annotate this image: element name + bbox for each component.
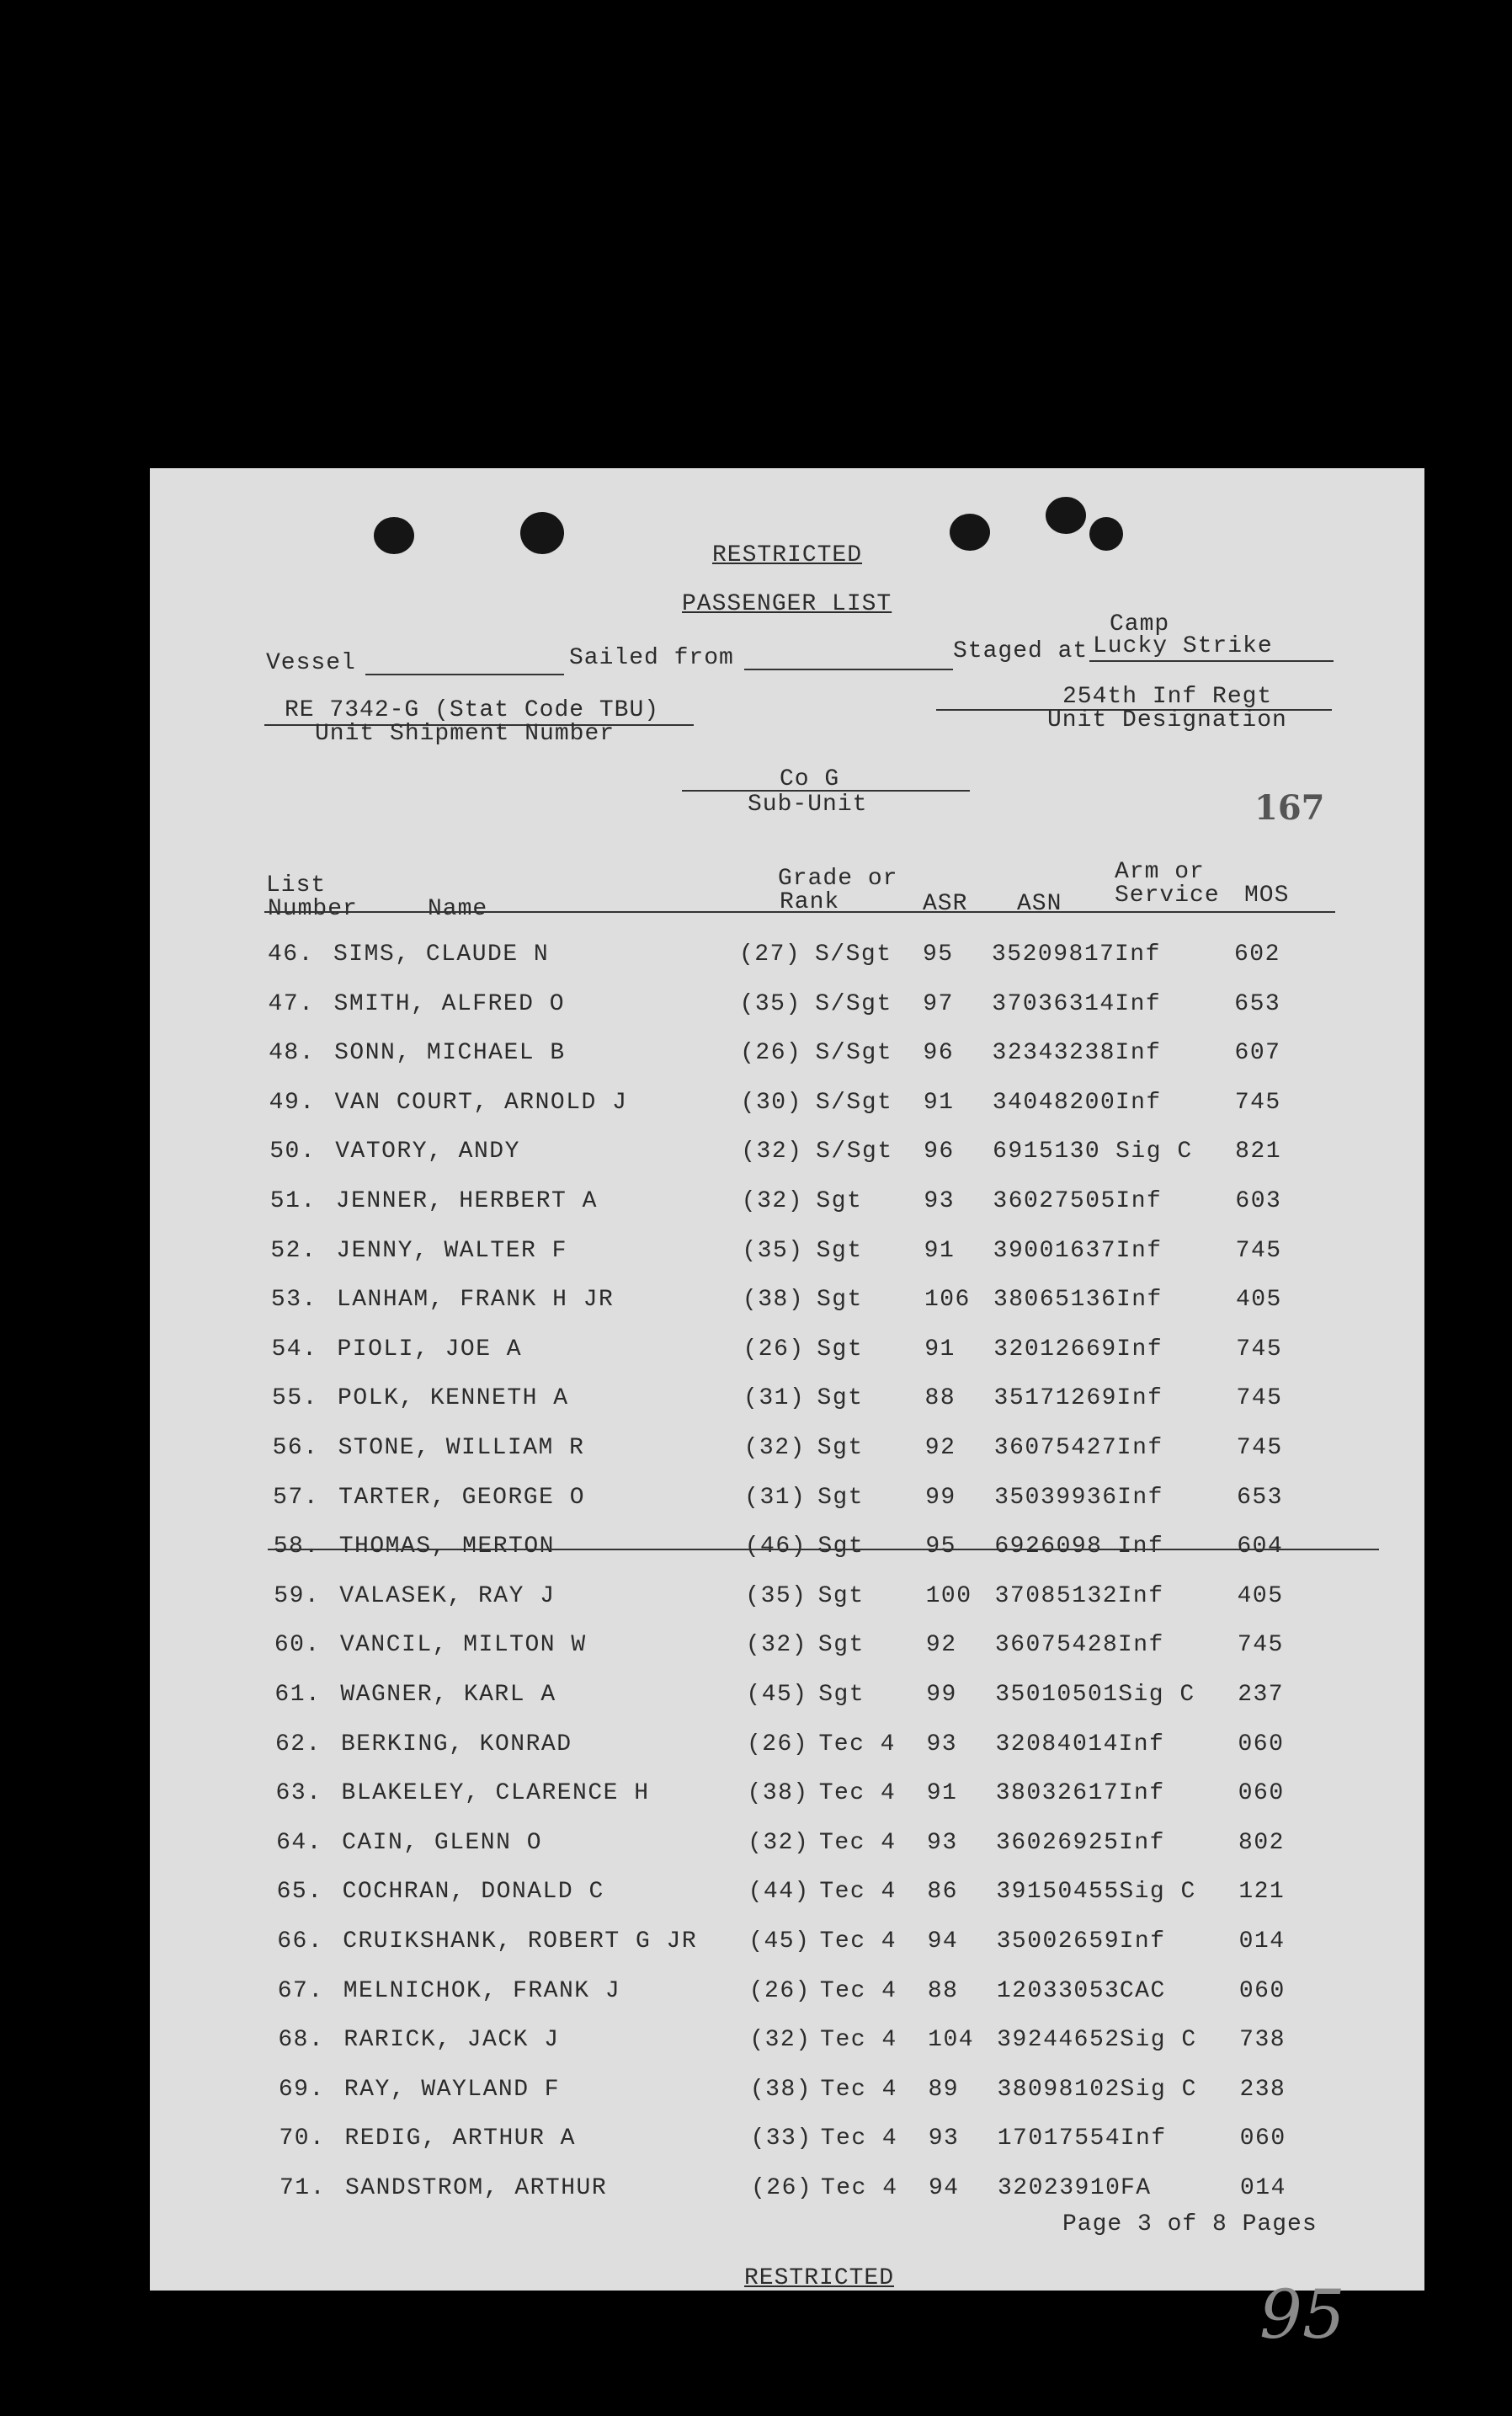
- cell-mos: 060: [1238, 1731, 1285, 1757]
- cell-rank: S/Sgt: [815, 1089, 893, 1116]
- cell-num: 64.: [276, 1829, 322, 1856]
- cell-age: (27): [739, 941, 801, 968]
- cell-num: 69.: [278, 2076, 325, 2103]
- cell-asr: 93: [926, 1731, 958, 1757]
- cell-asn: 36075427: [993, 1435, 1118, 1461]
- punch-hole: [1089, 517, 1123, 551]
- col-arm-top: Arm or: [1115, 859, 1205, 885]
- cell-name: CRUIKSHANK, ROBERT G JR: [343, 1928, 698, 1955]
- cell-asn: 38098102: [997, 2076, 1121, 2103]
- cell-arm: Sig C: [1119, 1879, 1196, 1906]
- cell-age: (38): [747, 1780, 809, 1807]
- cell-mos: 604: [1237, 1533, 1284, 1560]
- cell-rank: Sgt: [817, 1582, 865, 1609]
- cell-asr: 100: [925, 1582, 972, 1609]
- sailed-from-label: Sailed from: [569, 645, 734, 671]
- cell-asn: 12033053: [996, 1977, 1121, 2004]
- cell-age: (33): [750, 2125, 812, 2152]
- cell-rank: Tec 4: [818, 1731, 896, 1757]
- cell-num: 49.: [269, 1089, 316, 1116]
- cell-mos: 237: [1238, 1682, 1285, 1708]
- table-row: [150, 1879, 1424, 1912]
- cell-asr: 89: [928, 2076, 960, 2103]
- cell-name: RAY, WAYLAND F: [343, 2076, 561, 2103]
- cell-num: 67.: [277, 1977, 324, 2004]
- table-row: [150, 1336, 1424, 1370]
- passenger-list-sheet: [150, 468, 1424, 2354]
- punch-hole: [1046, 497, 1086, 534]
- cell-asr: 91: [924, 1336, 956, 1363]
- cell-num: 68.: [278, 2027, 325, 2054]
- shipment-label: Unit Shipment Number: [315, 721, 615, 747]
- cell-asn: 39150455: [996, 1879, 1120, 1906]
- cell-mos: 014: [1240, 2175, 1286, 2201]
- cell-num: 56.: [272, 1435, 319, 1461]
- cell-num: 51.: [269, 1188, 317, 1214]
- cell-num: 62.: [274, 1731, 322, 1757]
- cell-arm: Inf: [1115, 941, 1161, 968]
- cell-arm: Inf: [1117, 1582, 1164, 1609]
- page-title: PASSENGER LIST: [682, 591, 892, 617]
- cell-age: (38): [749, 2076, 812, 2103]
- cell-num: 58.: [273, 1533, 320, 1560]
- cell-mos: 653: [1234, 990, 1281, 1017]
- cell-arm: FA: [1121, 2175, 1152, 2201]
- cell-rank: Tec 4: [819, 1829, 897, 1856]
- cell-name: THOMAS, MERTON: [338, 1533, 555, 1560]
- cell-arm: CAC: [1119, 1977, 1166, 2004]
- table-row: [150, 1238, 1424, 1272]
- cell-age: (31): [743, 1385, 806, 1412]
- cell-age: (32): [748, 1829, 810, 1856]
- cell-rank: Tec 4: [820, 2076, 897, 2103]
- table-row: [150, 1830, 1424, 1864]
- cell-asr: 86: [927, 1879, 958, 1906]
- cell-age: (46): [744, 1533, 807, 1560]
- cell-name: VALASEK, RAY J: [339, 1582, 556, 1609]
- col-asn: ASN: [1017, 891, 1062, 917]
- cell-name: PIOLI, JOE A: [337, 1336, 523, 1363]
- cell-asr: 88: [924, 1385, 956, 1412]
- cell-num: 46.: [268, 941, 314, 968]
- subunit-label: Sub-Unit: [748, 792, 868, 818]
- cell-age: (26): [743, 1336, 805, 1363]
- cell-asn: 36026925: [996, 1829, 1120, 1856]
- cell-mos: 405: [1235, 1287, 1282, 1314]
- col-mos: MOS: [1244, 883, 1290, 909]
- cell-arm: Inf: [1116, 1385, 1163, 1412]
- cell-arm: Inf: [1116, 1435, 1163, 1461]
- cell-rank: Sgt: [817, 1484, 864, 1511]
- table-row: [150, 1385, 1424, 1419]
- cell-rank: Sgt: [817, 1533, 865, 1560]
- cell-rank: S/Sgt: [816, 1139, 893, 1165]
- unit-value: 254th Inf Regt: [1062, 684, 1273, 710]
- cell-num: 47.: [268, 990, 315, 1017]
- cell-asr: 91: [926, 1780, 958, 1807]
- cell-asr: 95: [925, 1533, 956, 1560]
- cell-asn: 37085132: [994, 1582, 1119, 1609]
- cell-arm: Inf: [1118, 1780, 1165, 1807]
- cell-name: SANDSTROM, ARTHUR: [345, 2175, 608, 2201]
- table-row: [150, 1435, 1424, 1469]
- cell-rank: Tec 4: [819, 1977, 897, 2004]
- handwritten-number: 95: [1259, 2275, 1345, 2354]
- cell-asn: 6926098: [994, 1533, 1103, 1560]
- cell-arm: Inf: [1117, 1533, 1164, 1560]
- cell-age: (45): [746, 1682, 808, 1708]
- cell-asr: 96: [923, 1040, 955, 1067]
- cell-rank: Sgt: [816, 1237, 863, 1264]
- cell-asn: 35171269: [993, 1385, 1117, 1412]
- cell-mos: 821: [1235, 1139, 1282, 1165]
- table-row: [150, 2077, 1424, 2110]
- cell-rank: Sgt: [818, 1682, 865, 1708]
- cell-asn: 32084014: [995, 1731, 1119, 1757]
- cell-mos: 607: [1234, 1040, 1281, 1067]
- cell-num: 60.: [274, 1632, 321, 1659]
- cell-arm: Inf: [1115, 1287, 1163, 1314]
- cell-age: (30): [740, 1089, 802, 1116]
- cell-arm: Inf: [1115, 1040, 1162, 1067]
- cell-age: (26): [751, 2175, 813, 2201]
- cell-asn: 32023910: [998, 2175, 1121, 2201]
- cell-asn: 38032617: [995, 1780, 1120, 1807]
- vessel-blank: [365, 674, 564, 675]
- cell-num: 70.: [279, 2125, 326, 2152]
- cell-name: JENNY, WALTER F: [336, 1237, 567, 1264]
- cell-mos: 405: [1237, 1582, 1284, 1609]
- cell-rank: Sgt: [817, 1336, 864, 1363]
- camp-underline: [1089, 660, 1334, 662]
- strikethrough-line: [268, 1549, 1379, 1550]
- cell-age: (44): [748, 1879, 810, 1906]
- cell-asr: 92: [924, 1435, 956, 1461]
- cell-rank: Sgt: [817, 1385, 864, 1412]
- cell-mos: 745: [1236, 1385, 1283, 1412]
- cell-age: (45): [748, 1928, 811, 1955]
- table-row: [150, 1139, 1424, 1172]
- cell-num: 54.: [271, 1336, 318, 1363]
- col-list-bottom: Number: [268, 896, 358, 922]
- cell-asn: 35010501: [995, 1682, 1119, 1708]
- cell-age: (32): [743, 1435, 806, 1461]
- cell-arm: Sig C: [1120, 2076, 1197, 2103]
- cell-mos: 603: [1235, 1188, 1282, 1214]
- table-row: [150, 1928, 1424, 1962]
- cell-arm: Inf: [1115, 1089, 1162, 1116]
- classification-top: RESTRICTED: [712, 542, 863, 568]
- shipment-value: RE 7342-G (Stat Code TBU): [285, 697, 660, 723]
- cell-num: 59.: [274, 1582, 321, 1609]
- cell-mos: 014: [1238, 1928, 1286, 1955]
- cell-num: 65.: [276, 1879, 323, 1906]
- cell-asr: 93: [924, 1188, 955, 1214]
- cell-rank: Sgt: [816, 1287, 863, 1314]
- cell-asr: 93: [927, 1829, 958, 1856]
- cell-mos: 060: [1238, 1780, 1285, 1807]
- table-row: [150, 1533, 1424, 1567]
- cell-num: 50.: [269, 1139, 317, 1165]
- cell-mos: 745: [1236, 1435, 1283, 1461]
- col-grade-top: Grade or: [778, 866, 898, 892]
- cell-asn: 34048200: [992, 1089, 1116, 1116]
- cell-name: BERKING, KONRAD: [340, 1731, 572, 1757]
- col-grade-bottom: Rank: [780, 889, 840, 915]
- camp-value: Lucky Strike: [1093, 633, 1273, 659]
- cell-asn: 32343238: [992, 1040, 1115, 1067]
- table-row: [150, 941, 1424, 975]
- cell-arm: Sig C: [1120, 2027, 1197, 2054]
- unit-label: Unit Designation: [1047, 707, 1287, 733]
- cell-arm: Inf: [1119, 1829, 1165, 1856]
- cell-arm: Sig C: [1118, 1682, 1195, 1708]
- sailed-from-blank: [744, 669, 953, 670]
- cell-arm: Inf: [1119, 1928, 1166, 1955]
- cell-asr: 96: [924, 1139, 955, 1165]
- cell-age: (26): [740, 1040, 802, 1067]
- cell-name: STONE, WILLIAM R: [338, 1435, 585, 1461]
- cell-mos: 653: [1237, 1484, 1283, 1511]
- cell-asr: 94: [929, 2175, 960, 2201]
- cell-age: (31): [744, 1484, 807, 1511]
- cell-rank: S/Sgt: [815, 990, 892, 1017]
- table-row: [150, 1978, 1424, 2012]
- classification-bottom: RESTRICTED: [744, 2265, 895, 2291]
- cell-age: (35): [745, 1582, 807, 1609]
- table-row: [150, 1188, 1424, 1222]
- cell-name: REDIG, ARTHUR A: [344, 2125, 576, 2152]
- col-list-top: List: [266, 872, 327, 899]
- cell-name: WAGNER, KARL A: [340, 1682, 556, 1708]
- staged-at-label: Staged at: [953, 638, 1089, 664]
- cell-asn: 37036314: [992, 990, 1115, 1017]
- camp-label: Camp: [1110, 611, 1170, 637]
- cell-asr: 99: [926, 1682, 957, 1708]
- cell-rank: Tec 4: [820, 2027, 897, 2054]
- cell-num: 48.: [269, 1040, 316, 1067]
- cell-asn: 32012669: [993, 1336, 1117, 1363]
- cell-arm: Sig C: [1115, 1139, 1193, 1165]
- punch-hole: [374, 517, 414, 554]
- cell-age: (35): [742, 1237, 804, 1264]
- cell-asn: 36075428: [994, 1632, 1119, 1659]
- cell-rank: Sgt: [816, 1188, 863, 1214]
- cell-num: 71.: [280, 2175, 326, 2201]
- cell-age: (32): [741, 1139, 803, 1165]
- cell-name: VAN COURT, ARNOLD J: [334, 1089, 628, 1116]
- cell-rank: Tec 4: [821, 2175, 898, 2201]
- cell-arm: Inf: [1117, 1632, 1164, 1659]
- cell-arm: Inf: [1115, 990, 1162, 1017]
- table-row: [150, 1731, 1424, 1765]
- cell-arm: Inf: [1115, 1188, 1163, 1214]
- col-name: Name: [428, 896, 488, 922]
- cell-name: RARICK, JACK J: [343, 2027, 560, 2054]
- cell-mos: 238: [1239, 2076, 1286, 2103]
- cell-name: SONN, MICHAEL B: [334, 1040, 566, 1067]
- cell-name: CAIN, GLENN O: [342, 1829, 543, 1856]
- cell-rank: S/Sgt: [815, 1040, 893, 1067]
- cell-name: POLK, KENNETH A: [338, 1385, 569, 1412]
- cell-num: 52.: [270, 1237, 317, 1264]
- table-row: [150, 1780, 1424, 1814]
- cell-asn: 6915130: [993, 1139, 1101, 1165]
- cell-name: LANHAM, FRANK H JR: [336, 1287, 615, 1314]
- cell-rank: S/Sgt: [815, 941, 892, 968]
- cell-name: SMITH, ALFRED O: [333, 990, 566, 1017]
- cell-mos: 745: [1234, 1089, 1281, 1116]
- cell-name: TARTER, GEORGE O: [338, 1484, 585, 1511]
- cell-asr: 94: [927, 1928, 959, 1955]
- table-row: [150, 1090, 1424, 1123]
- cell-asr: 99: [925, 1484, 956, 1511]
- cell-mos: 745: [1237, 1632, 1284, 1659]
- cell-asn: 35209817: [992, 941, 1115, 968]
- cell-name: VATORY, ANDY: [335, 1139, 520, 1165]
- cell-mos: 745: [1236, 1336, 1283, 1363]
- cell-num: 61.: [274, 1682, 322, 1708]
- cell-arm: Inf: [1116, 1336, 1163, 1363]
- cell-mos: 802: [1238, 1829, 1285, 1856]
- col-asr: ASR: [923, 891, 968, 917]
- cell-asr: 106: [924, 1287, 971, 1314]
- cell-arm: Inf: [1115, 1237, 1163, 1264]
- cell-asr: 93: [928, 2125, 960, 2152]
- cell-name: VANCIL, MILTON W: [339, 1632, 587, 1659]
- cell-asr: 91: [924, 1237, 956, 1264]
- cell-asr: 97: [923, 990, 954, 1017]
- cell-rank: Tec 4: [818, 1780, 897, 1807]
- cell-asr: 91: [923, 1089, 955, 1116]
- cell-asn: 35039936: [994, 1484, 1118, 1511]
- cell-mos: 602: [1234, 941, 1280, 968]
- table-row: [150, 991, 1424, 1025]
- cell-num: 63.: [275, 1780, 322, 1807]
- table-row: [150, 1632, 1424, 1666]
- cell-name: JENNER, HERBERT A: [335, 1188, 598, 1214]
- cell-num: 57.: [273, 1484, 320, 1511]
- cell-rank: Tec 4: [820, 2125, 898, 2152]
- cell-mos: 060: [1238, 1977, 1286, 2004]
- cell-asn: 17017554: [997, 2125, 1121, 2152]
- table-row: [150, 2175, 1424, 2209]
- punch-hole: [950, 514, 990, 551]
- cell-age: (38): [742, 1287, 805, 1314]
- cell-age: (32): [745, 1632, 808, 1659]
- cell-mos: 121: [1238, 1879, 1286, 1906]
- table-row: [150, 1583, 1424, 1617]
- cell-age: (32): [741, 1188, 804, 1214]
- cell-asr: 88: [927, 1977, 959, 2004]
- cell-arm: Inf: [1120, 2125, 1167, 2152]
- cell-name: SIMS, CLAUDE N: [333, 941, 550, 968]
- cell-mos: 745: [1235, 1237, 1282, 1264]
- cell-asn: 38065136: [993, 1287, 1117, 1314]
- table-row: [150, 1682, 1424, 1715]
- cell-name: MELNICHOK, FRANK J: [343, 1977, 621, 2004]
- page-info: Page 3 of 8 Pages: [1062, 2211, 1318, 2237]
- cell-rank: Sgt: [817, 1632, 865, 1659]
- cell-asr: 92: [925, 1632, 957, 1659]
- table-row: [150, 1485, 1424, 1518]
- table-row: [150, 1040, 1424, 1074]
- cell-mos: 738: [1239, 2027, 1286, 2054]
- cell-asn: 35002659: [996, 1928, 1121, 1955]
- cell-asr: 104: [928, 2027, 975, 2054]
- cell-age: (26): [746, 1731, 809, 1757]
- stamp-number: 167: [1254, 788, 1325, 828]
- cell-num: 53.: [270, 1287, 317, 1314]
- cell-name: BLAKELEY, CLARENCE H: [341, 1780, 650, 1807]
- cell-asn: 36027505: [993, 1188, 1116, 1214]
- cell-age: (32): [749, 2027, 812, 2054]
- cell-arm: Inf: [1117, 1484, 1163, 1511]
- col-arm-bottom: Service: [1115, 883, 1220, 909]
- header-rule: [264, 911, 1335, 913]
- cell-arm: Inf: [1118, 1731, 1165, 1757]
- cell-rank: Sgt: [817, 1435, 864, 1461]
- cell-age: (26): [748, 1977, 811, 2004]
- cell-asn: 39001637: [993, 1237, 1117, 1264]
- cell-mos: 060: [1239, 2125, 1286, 2152]
- subunit-value: Co G: [780, 766, 840, 792]
- cell-num: 55.: [272, 1385, 318, 1412]
- table-row: [150, 2027, 1424, 2061]
- cell-num: 66.: [277, 1928, 324, 1955]
- table-row: [150, 1287, 1424, 1320]
- cell-name: COCHRAN, DONALD C: [342, 1879, 604, 1906]
- cell-asr: 95: [923, 941, 954, 968]
- cell-rank: Tec 4: [819, 1879, 897, 1906]
- cell-age: (35): [739, 990, 801, 1017]
- cell-rank: Tec 4: [819, 1928, 897, 1955]
- table-row: [150, 2125, 1424, 2159]
- punch-hole: [520, 512, 564, 554]
- cell-asn: 39244652: [997, 2027, 1121, 2054]
- vessel-label: Vessel: [266, 650, 356, 676]
